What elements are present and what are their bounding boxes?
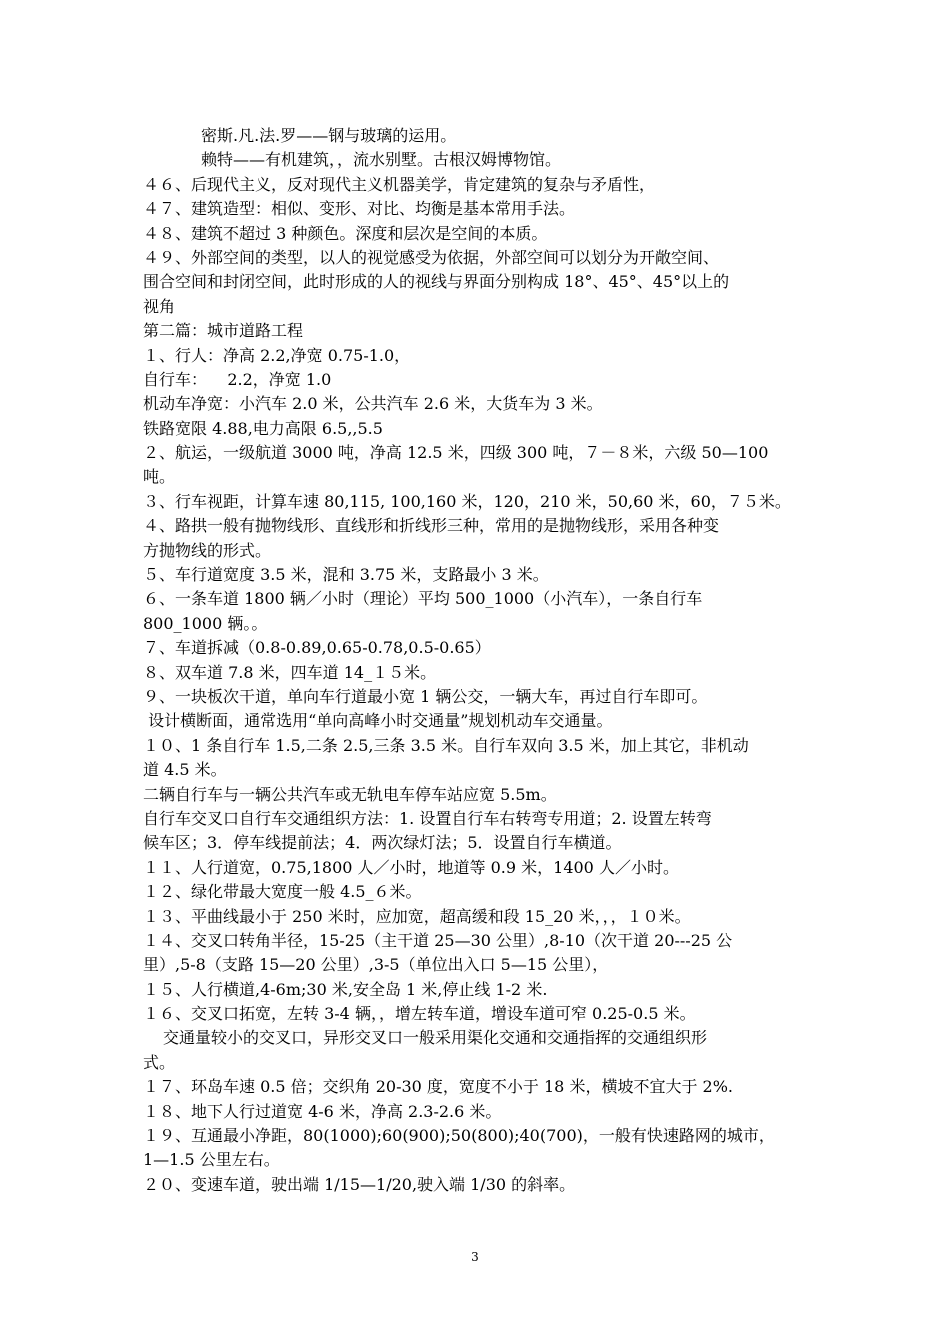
text-line: 赖特——有机建筑，，流水别墅。古根汉姆博物馆。 — [201, 150, 562, 170]
text-line: 式。 — [143, 1052, 176, 1072]
text-line: １、行人：净高 2.2,净宽 0.75-1.0， — [143, 345, 411, 365]
text-line: 自行车： 2.2，净宽 1.0 — [143, 369, 332, 389]
text-line: ２０、变速车道，驶出端 1/15—1/20,驶入端 1/30 的斜率。 — [143, 1174, 576, 1194]
text-line: 候车区；3．停车线提前法；4．两次绿灯法；5．设置自行车横道。 — [143, 833, 622, 853]
text-line: 设计横断面，通常选用“单向高峰小时交通量”规划机动车交通量。 — [143, 711, 613, 731]
text-line: 交通量较小的交叉口，异形交叉口一般采用渠化交通和交通指挥的交通组织形 — [163, 1028, 708, 1048]
text-line: 视角 — [143, 296, 176, 316]
section-heading: 第二篇：城市道路工程 — [143, 321, 304, 341]
text-line: ４６、后现代主义，反对现代主义机器美学，肯定建筑的复杂与矛盾性， — [143, 174, 656, 194]
text-line: 自行车交叉口自行车交通组织方法：1. 设置自行车右转弯专用道；2. 设置左转弯 — [143, 808, 712, 828]
text-line: 方抛物线的形式。 — [143, 540, 272, 560]
text-line: ４、路拱一般有抛物线形、直线形和折线形三种，常用的是抛物线形，采用各种变 — [143, 516, 720, 536]
text-line: 里）,5-8（支路 15—20 公里）,3-5（单位出入口 5—15 公里）， — [143, 955, 609, 975]
text-line: １４、交叉口转角半径，15-25（主干道 25—30 公里）,8-10（次干道 20---25 公 — [143, 930, 733, 950]
text-line: 吨。 — [143, 467, 176, 487]
text-line: ５、车行道宽度 3.5 米，混和 3.75 米，支路最小 3 米。 — [143, 565, 549, 585]
text-line: ３、行车视距，计算车速 80,115, 100,160 米，120，210 米，50,60 米，60，７５米。 — [143, 491, 791, 511]
page-number: 3 — [471, 1250, 479, 1264]
text-line: ４７、建筑造型：相似、变形、对比、均衡是基本常用手法。 — [143, 199, 576, 219]
text-line: １３、平曲线最小于 250 米时，应加宽，超高缓和段 15_20 米，，，１０米。 — [143, 906, 691, 926]
text-line: 机动车净宽：小汽车 2.0 米，公共汽车 2.6 米，大货车为 3 米。 — [143, 394, 603, 414]
text-line: 800_1000 辆。。 — [143, 613, 268, 633]
text-line: ９、一块板次干道，单向车行道最小宽 1 辆公交，一辆大车，再过自行车即可。 — [143, 686, 708, 706]
text-line: 道 4.5 米。 — [143, 760, 227, 780]
text-line: 1—1.5 公里左右。 — [143, 1150, 280, 1170]
text-line: １１、人行道宽，0.75,1800 人／小时，地道等 0.9 米，1400 人／小时。 — [143, 857, 679, 877]
text-line: ４８、建筑不超过 3 种颜色。深度和层次是空间的本质。 — [143, 223, 548, 243]
text-line: １８、地下人行过道宽 4-6 米，净高 2.3-2.6 米。 — [143, 1101, 502, 1121]
text-line: 二辆自行车与一辆公共汽车或无轨电车停车站应宽 5.5m。 — [143, 784, 557, 804]
text-line: ６、一条车道 1800 辆／小时（理论）平均 500_1000（小汽车），一条自行车 — [143, 589, 703, 609]
text-line: ７、车道拆减（0.8-0.89,0.65-0.78,0.5-0.65） — [143, 638, 491, 658]
text-line: ２、航运，一级航道 3000 吨，净高 12.5 米，四级 300 吨，７－８米，六级 50—100 — [143, 443, 769, 463]
document-body — [143, 124, 808, 1197]
text-line: 围合空间和封闭空间，此时形成的人的视线与界面分别构成 18°、45°、45°以上的 — [143, 272, 730, 292]
text-line: １９、互通最小净距，80(1000);60(900);50(800);40(700)，一般有快速路网的城市， — [143, 1126, 775, 1146]
text-line: １０、1 条自行车 1.5,二条 2.5,三条 3.5 米。自行车双向 3.5 米，加上其它，非机动 — [143, 735, 749, 755]
text-line: １２、绿化带最大宽度一般 4.5_６米。 — [143, 882, 422, 902]
text-line: １７、环岛车速 0.5 倍；交织角 20-30 度，宽度不小于 18 米，横坡不宜大于 2%. — [143, 1077, 734, 1097]
text-line: 铁路宽限 4.88,电力高限 6.5,,5.5 — [143, 418, 383, 438]
text-line: 密斯.凡.法.罗——钢与玻璃的运用。 — [201, 126, 457, 145]
text-line: １５、人行横道,4-6m;30 米,安全岛 1 米,停止线 1-2 米. — [143, 979, 548, 999]
text-line: ８、双车道 7.8 米，四车道 14_１５米。 — [143, 662, 437, 682]
text-line: ４９、外部空间的类型，以人的视觉感受为依据，外部空间可以划分为开敞空间、 — [143, 247, 720, 267]
text-line: １６、交叉口拓宽，左转 3-4 辆，，增左转车道，增设车道可窄 0.25-0.5 米。 — [143, 1004, 696, 1024]
